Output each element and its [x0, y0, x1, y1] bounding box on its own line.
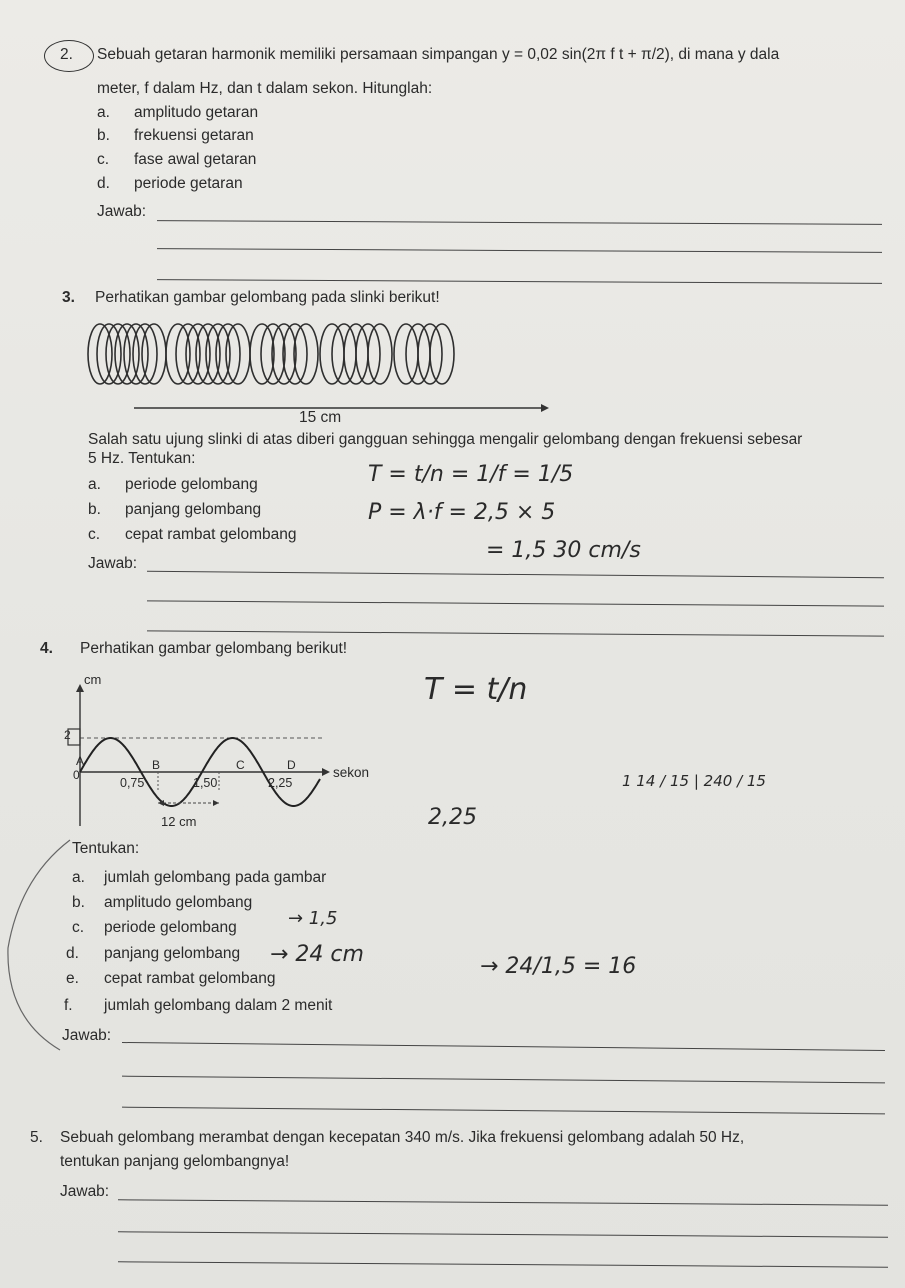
answer-line	[157, 220, 882, 225]
q4-item-a: jumlah gelombang pada gambar	[104, 869, 327, 886]
q5-text-line1: Sebuah gelombang merambat dengan kecepatan 340 m/s. Jika frekuensi gelombang adalah 50 Hz,	[60, 1129, 745, 1146]
q4-item-e-letter: e.	[66, 970, 79, 987]
q2-text-line2: meter, f dalam Hz, dan t dalam sekon. Hitunglah:	[97, 80, 433, 97]
q4-item-d: panjang gelombang	[104, 945, 241, 962]
q2-text-line1: Sebuah getaran harmonik memiliki persamaan simpangan y = 0,02 sin(2π f t + π/2), di mana y dala	[97, 46, 780, 63]
answer-line	[157, 279, 882, 284]
wave-y-unit: cm	[84, 672, 102, 687]
q3-handwriting-wavelength: P = λ·f = 2,5 × 5	[368, 500, 556, 525]
q2-item-c: fase awal getaran	[134, 151, 257, 168]
q4-handwriting-period: → 1,5	[288, 908, 338, 929]
q2-item-b: frekuensi getaran	[134, 127, 254, 144]
q4-item-b-letter: b.	[72, 894, 85, 911]
wave-tick-075: 0,75	[120, 776, 145, 790]
q4-item-c-letter: c.	[72, 919, 85, 936]
q3-item-c-letter: c.	[88, 526, 101, 543]
answer-line	[147, 571, 884, 578]
q3-text-line1: Salah satu ujung slinki di atas diberi gangguan sehingga mengalir gelombang dengan frekuensi sebesar	[88, 431, 803, 448]
q5-answer-label: Jawab:	[60, 1183, 110, 1200]
q2-item-d-letter: d.	[97, 175, 110, 192]
q4-item-a-letter: a.	[72, 869, 85, 886]
q2-item-a: amplitudo getaran	[134, 104, 259, 121]
slinky-length-label: 15 cm	[299, 409, 342, 426]
slinky-coil	[272, 324, 296, 384]
q3-item-b-letter: b.	[88, 501, 101, 518]
answer-line	[147, 600, 884, 606]
q4-item-d-letter: d.	[66, 945, 79, 962]
slinky-coil	[250, 324, 274, 384]
wave-point-d: D	[287, 758, 296, 772]
q3-handwriting-speed: = 1,5 30 cm/s	[486, 538, 641, 563]
q4-item-c: periode gelombang	[104, 919, 237, 936]
q2-item-c-letter: c.	[97, 151, 110, 168]
q2-item-a-letter: a.	[97, 104, 110, 121]
q4-handwriting-formula: T = t/n	[424, 672, 528, 707]
q4-intro: Tentukan:	[72, 840, 140, 857]
answer-line	[157, 248, 882, 253]
q3-title: Perhatikan gambar gelombang pada slinki berikut!	[95, 289, 440, 306]
answer-line	[122, 1107, 885, 1115]
wave-point-c: C	[236, 758, 245, 772]
q2-answer-label: Jawab:	[97, 203, 147, 220]
answer-line	[122, 1042, 885, 1051]
wave-amplitude-label: 2	[64, 728, 71, 742]
q5-text-line2: tentukan panjang gelombangnya!	[60, 1153, 290, 1170]
q3-number: 3.	[62, 289, 75, 306]
q4-item-e: cepat rambat gelombang	[104, 970, 276, 987]
wave-figure	[60, 686, 390, 836]
q4-item-f: jumlah gelombang dalam 2 menit	[104, 997, 333, 1014]
q4-handwriting-speed: → 24/1,5 = 16	[480, 954, 637, 979]
q4-answer-label: Jawab:	[62, 1027, 112, 1044]
q3-handwriting-period: T = t/n = 1/f = 1/5	[368, 462, 574, 487]
q3-text-line2: 5 Hz. Tentukan:	[88, 450, 196, 467]
q3-item-b: panjang gelombang	[125, 501, 262, 518]
slinky-coil	[261, 324, 285, 384]
answer-line	[118, 1199, 888, 1205]
wave-point-a: A	[76, 754, 85, 768]
q2-number: 2.	[60, 46, 73, 63]
q3-item-c: cepat rambat gelombang	[125, 526, 297, 543]
q2-item-d: periode getaran	[134, 175, 243, 192]
q3-item-a-letter: a.	[88, 476, 101, 493]
q4-title: Perhatikan gambar gelombang berikut!	[80, 640, 348, 657]
q4-handwriting-value: 2,25	[428, 805, 477, 830]
q5-number: 5.	[30, 1129, 43, 1146]
wave-x-unit: sekon	[333, 765, 370, 780]
wave-point-b: B	[152, 758, 161, 772]
answer-line	[118, 1261, 888, 1267]
q4-item-f-letter: f.	[64, 997, 73, 1014]
slinky-coil	[283, 324, 307, 384]
wave-span-label: 12 cm	[161, 814, 197, 829]
answer-line	[147, 630, 884, 636]
q3-answer-label: Jawab:	[88, 555, 138, 572]
wave-tick-150: 1,50	[193, 776, 218, 790]
answer-line	[122, 1076, 885, 1084]
slinky-coil	[294, 324, 318, 384]
q2-item-b-letter: b.	[97, 127, 110, 144]
wave-tick-225: 2,25	[268, 776, 293, 790]
wave-origin-label: 0	[73, 768, 80, 782]
q4-handwriting-wavelength: → 24 cm	[270, 942, 364, 967]
q3-item-a: periode gelombang	[125, 476, 258, 493]
answer-line	[118, 1231, 888, 1237]
q4-item-b: amplitudo gelombang	[104, 894, 253, 911]
q4-handwriting-division: 1 14 / 15 | 240 / 15	[622, 772, 766, 790]
q4-number: 4.	[40, 640, 53, 657]
